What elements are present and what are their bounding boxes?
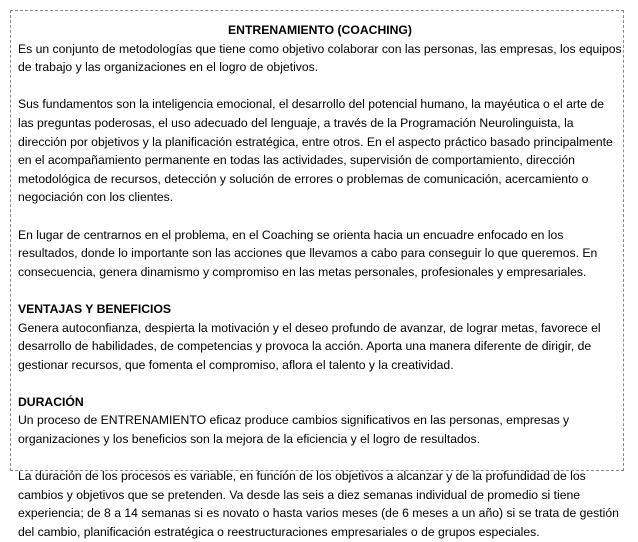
spacer <box>18 449 622 468</box>
benefits-heading: VENTAJAS Y BENEFICIOS <box>18 301 172 316</box>
foundations-paragraph: Sus fundamentos son la inteligencia emocional, el desarrollo del potencial humano, la mayéutica o el arte de las preguntas poderosas, el uso adecuado del lenguaje, a través de la Programación Neurolinguista, la dirección por objetivos y la planificación estratégica, entre otros. En el aspecto práctico basado principalmente en el acompañamiento permanente en todas las actividades, supervisión de comportamiento, dirección metodológica de recursos, detección y solución de errores o problemas de comunicación, acercamiento o negociación con los clientes. <box>18 97 613 205</box>
spacer <box>18 281 622 300</box>
intro-paragraph: Es un conjunto de metodologías que tiene como objetivo colaborar con las personas, las empresas, los equipos de trabajo y las organizaciones en el logro de objetivos. <box>18 41 622 75</box>
approach-paragraph: En lugar de centrarnos en el problema, en el Coaching se orienta hacia un encuadre enfocado en los resultados, donde lo importante son las acciones que llevamos a cabo para conseguir lo que queremos. En consecuencia, genera dinamismo y compromiso en las metas personales, profesionales y empresariales. <box>18 227 598 279</box>
benefits-paragraph: Genera autoconfianza, despierta la motivación y el deseo profundo de avanzar, de lograr metas, favorece el desarrollo de habilidades, de competencias y provoca la acción. Aporta una manera diferente de dirigir, de gestionar recursos, que fomenta el compromiso, aflora el talento y la creatividad. <box>18 320 601 372</box>
document-body <box>18 21 622 542</box>
spacer <box>18 374 622 393</box>
duration-paragraph: Un proceso de ENTRENAMIENTO eficaz produce cambios significativos en las personas, empresas y organizaciones y los beneficios son la mejora de la eficiencia y el logro de resultados. <box>18 413 570 447</box>
spacer <box>18 77 622 96</box>
spacer <box>18 207 622 226</box>
document-title: ENTRENAMIENTO (COACHING) <box>228 23 412 37</box>
duration-heading: DURACIÓN <box>18 394 84 409</box>
duration-detail-paragraph: La duración de los procesos es variable, en función de los objetivos a alcanzar y de la profundidad de los cambios y objetivos que se pretenden. Va desde las seis a diez semanas individual de promedio si tiene experiencia; de 8 a 14 semanas si es novato o hasta varios meses (de 6 meses a un año) si se trata de gestión del cambio, planificación estratégica o reestructuraciones empresariales o de grupos especiales. <box>18 469 619 540</box>
